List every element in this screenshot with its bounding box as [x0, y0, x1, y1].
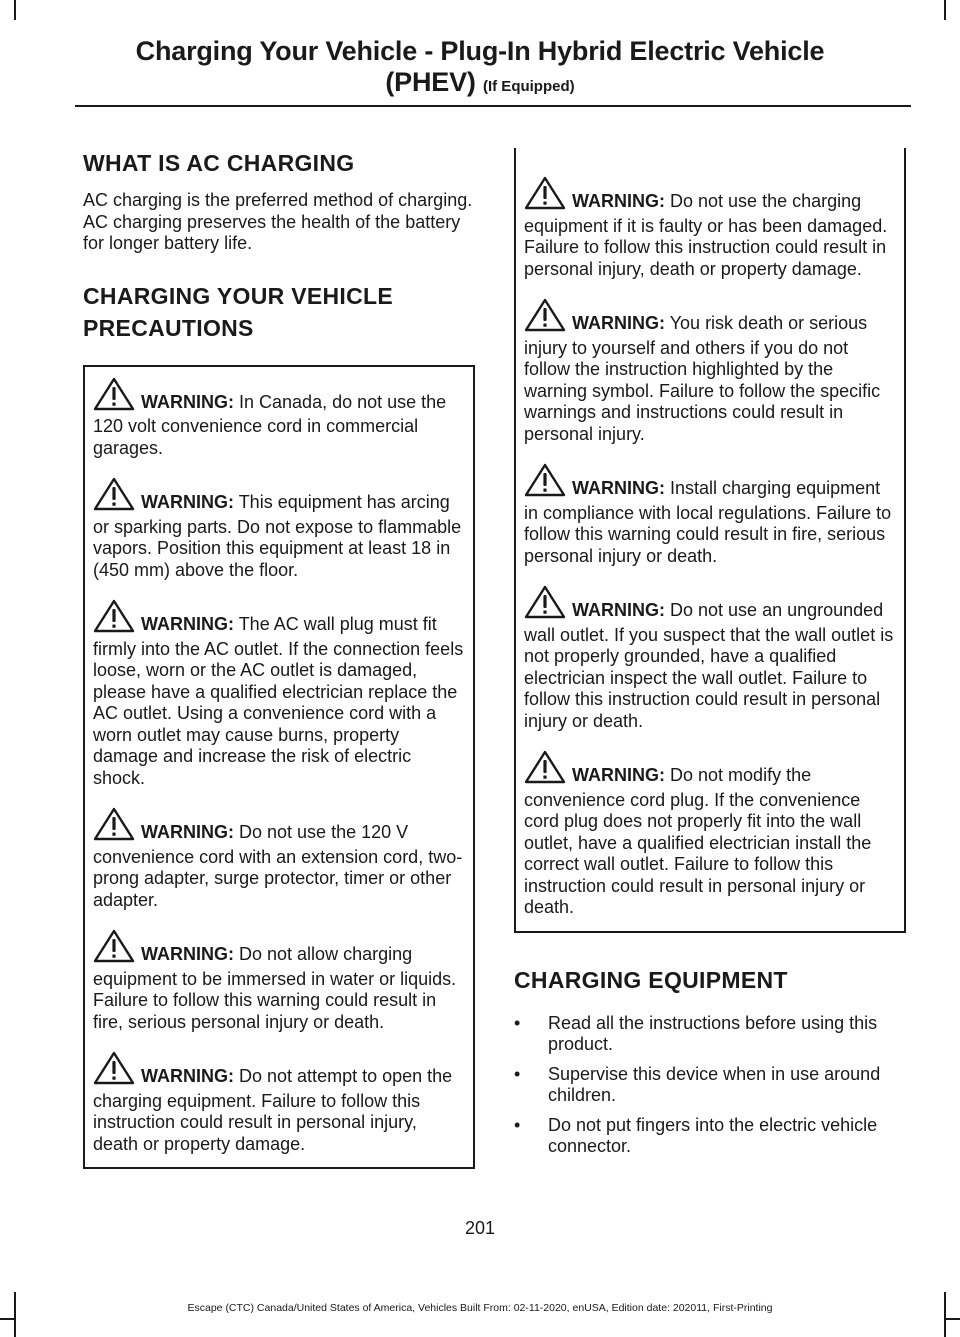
- warning-label: WARNING:: [572, 600, 665, 620]
- warning-item: [93, 929, 465, 1033]
- warning-triangle-icon: [93, 1051, 135, 1091]
- page-number: 201: [464, 1218, 496, 1238]
- warning-triangle-icon: [524, 463, 566, 503]
- warning-triangle-icon: [93, 377, 135, 417]
- page-title: [60, 36, 900, 102]
- warning-item: [524, 585, 896, 732]
- bullet-glyph: •: [514, 1114, 521, 1135]
- page-title-line2: [60, 67, 900, 102]
- warning-triangle-icon: [524, 585, 566, 625]
- list-item: [514, 1064, 906, 1107]
- warning-text: Do not modify the convenience cord plug. If the convenience cord plug does not properly fit into the wall outlet, have a qualified electrician install the correct wall outlet. Failure to follow this instruction could result in personal injury or death.: [524, 765, 872, 917]
- warning-text: This equipment has arcing or sparking parts. Do not expose to flammable vapors. Position this equipment at least 18 in (450 mm) above the floor.: [93, 492, 462, 580]
- page-title-suffix: (If Equipped): [482, 78, 575, 95]
- right-column: [514, 148, 906, 1166]
- list-item-text: Read all the instructions before using this product.: [548, 1012, 878, 1054]
- crop-mark: [944, 0, 946, 20]
- warning-box-right: [514, 148, 906, 933]
- page-title-line1: Charging Your Vehicle - Plug-In Hybrid Electric Vehicle: [135, 36, 825, 66]
- crop-mark: [944, 1292, 946, 1337]
- warning-triangle-icon: [93, 477, 135, 517]
- list-item: [514, 1013, 906, 1056]
- warning-label: WARNING:: [572, 765, 665, 785]
- crop-mark: [14, 1292, 16, 1337]
- list-item: [514, 1115, 906, 1158]
- section-heading-precautions-line1: CHARGING YOUR VEHICLE: [83, 282, 394, 309]
- warning-text: Do not attempt to open the charging equipment. Failure to follow this instruction could result in personal injury, death or property damage.: [93, 1066, 453, 1154]
- warning-item: [524, 750, 896, 919]
- list-item-text: Supervise this device when in use around children.: [548, 1063, 881, 1105]
- warning-label: WARNING:: [141, 1066, 234, 1086]
- warning-item: [524, 298, 896, 445]
- crop-mark: [14, 0, 16, 20]
- warning-item: [524, 176, 896, 280]
- warning-item: [524, 463, 896, 567]
- warning-label: WARNING:: [141, 944, 234, 964]
- warning-label: WARNING:: [141, 614, 234, 634]
- warning-box-left: [83, 365, 475, 1170]
- warning-triangle-icon: [93, 929, 135, 969]
- warning-text: Do not allow charging equipment to be immersed in water or liquids. Failure to follow this warning could result in fire, serious personal injury or death.: [93, 944, 457, 1032]
- bullet-glyph: •: [514, 1063, 521, 1084]
- warning-triangle-icon: [524, 298, 566, 338]
- bullet-glyph: •: [514, 1012, 521, 1033]
- section-heading-ac-charging: WHAT IS AC CHARGING: [83, 150, 355, 176]
- list-item-text: Do not put fingers into the electric vehicle connector.: [548, 1114, 878, 1156]
- section-heading-charging-equipment: CHARGING EQUIPMENT: [514, 966, 788, 993]
- warning-item: [93, 377, 465, 460]
- warning-text: Do not use the 120 V convenience cord with an extension cord, two-prong adapter, surge protector, timer or other adapter.: [93, 822, 463, 910]
- warning-triangle-icon: [93, 807, 135, 847]
- left-column: [83, 148, 475, 1169]
- warning-text: Install charging equipment in compliance with local regulations. Failure to follow this warning could result in fire, serious personal injury or death.: [524, 478, 892, 566]
- warning-text: Do not use the charging equipment if it is faulty or has been damaged. Failure to follow this instruction could result in personal injury, death or property damage.: [524, 191, 888, 279]
- section-heading-precautions-line2: PRECAUTIONS: [83, 314, 254, 341]
- section-heading-precautions: [83, 281, 475, 343]
- warning-triangle-icon: [93, 599, 135, 639]
- warning-item: [93, 807, 465, 911]
- warning-item: [93, 477, 465, 581]
- header-divider: [75, 105, 911, 107]
- footer-text: Escape (CTC) Canada/United States of America, Vehicles Built From: 02-11-2020, enUSA, Edition date: 202011, First-Printing: [187, 1302, 773, 1314]
- warning-label: WARNING:: [572, 478, 665, 498]
- warning-label: WARNING:: [572, 191, 665, 211]
- charging-equipment-list: [514, 1013, 906, 1158]
- warning-label: WARNING:: [141, 492, 234, 512]
- warning-text: In Canada, do not use the 120 volt convenience cord in commercial garages.: [93, 391, 447, 458]
- warning-triangle-icon: [524, 176, 566, 216]
- crop-mark: [0, 1318, 16, 1320]
- crop-mark: [944, 1318, 960, 1320]
- warning-item: [93, 1051, 465, 1155]
- warning-text: Do not use an ungrounded wall outlet. If you suspect that the wall outlet is not properly grounded, have a qualified electrician inspect the wall outlet. Failure to follow this instruction could result in personal injury or death.: [524, 600, 894, 731]
- page-title-phev: (PHEV): [385, 67, 476, 97]
- section-body-ac-charging: AC charging is the preferred method of charging. AC charging preserves the health of the battery for longer battery life.: [83, 190, 473, 253]
- warning-label: WARNING:: [141, 391, 234, 412]
- warning-text: The AC wall plug must fit firmly into the AC outlet. If the connection feels loose, worn or the AC outlet is damaged, please have a qualified electrician replace the AC outlet. Using a convenience cord with a worn outlet may cause burns, property damage and increase the risk of electric shock.: [93, 614, 464, 788]
- warning-item: [93, 599, 465, 789]
- warning-text: You risk death or serious injury to yourself and others if you do not follow the instruction highlighted by the warning symbol. Failure to follow the specific warnings and instructions could result in personal injury.: [524, 313, 881, 444]
- warning-triangle-icon: [524, 750, 566, 790]
- warning-label: WARNING:: [141, 822, 234, 842]
- warning-label: WARNING:: [572, 313, 665, 333]
